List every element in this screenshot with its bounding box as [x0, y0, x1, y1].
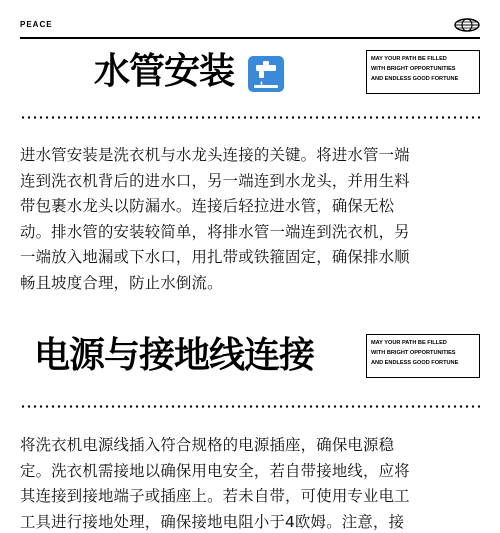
slogan-line: MAY YOUR PATH BE FILLED [371, 56, 447, 62]
section-body-power [20, 433, 480, 533]
section-header-power [20, 326, 480, 396]
dotted-divider [20, 116, 480, 119]
slogan-line: WITH BRIGHT OPPORTUNITIES [371, 66, 456, 72]
text-line: 其连接到接地端子或插座上。若未自带，可使用专业电工 [20, 487, 410, 505]
top-bar [20, 18, 480, 34]
text-line: 动。排水管的安装较简单，将排水管一端连到洗衣机，另 [20, 222, 410, 241]
text-line: 将洗衣机电源线插入符合规格的电源插座，确保电源稳 [20, 436, 395, 454]
text-line: 畅且坡度合理，防止水倒流。 [20, 273, 223, 292]
text-line: 工具进行接地处理，确保接地电阻小于4欧姆。注意，接 [20, 512, 405, 531]
section-title: 电源与接地线连接 [34, 335, 315, 376]
text-line: 连到洗衣机背后的进水口，另一端连到水龙头，并用生料 [20, 171, 410, 190]
text-line: 带包裹水龙头以防漏水。连接后轻拉进水管，确保无松 [20, 197, 395, 215]
header-divider [20, 37, 480, 39]
slogan-line: AND ENDLESS GOOD FORTUNE [371, 76, 459, 82]
slogan-line: WITH BRIGHT OPPORTUNITIES [371, 350, 456, 356]
text-line: 一端放入地漏或下水口，用扎带或铁箍固定，确保排水顺 [20, 248, 410, 266]
text-line: 进水管安装是洗衣机与水龙头连接的关键。将进水管一端 [20, 146, 410, 164]
slogan-line: AND ENDLESS GOOD FORTUNE [371, 360, 459, 366]
slogan-box [366, 50, 480, 94]
dotted-divider [20, 405, 480, 408]
slogan-box [366, 334, 480, 378]
section-body-water-pipe [20, 143, 480, 296]
section-header-water-pipe [20, 42, 480, 112]
slogan-line: MAY YOUR PATH BE FILLED [371, 340, 447, 346]
section-title: 水管安装 [94, 51, 235, 92]
brand-label: PEACE [20, 20, 53, 29]
faucet-icon [248, 56, 284, 92]
globe-icon [454, 18, 480, 32]
text-line: 定。洗衣机需接地以确保用电安全，若自带接地线，应将 [20, 461, 410, 480]
